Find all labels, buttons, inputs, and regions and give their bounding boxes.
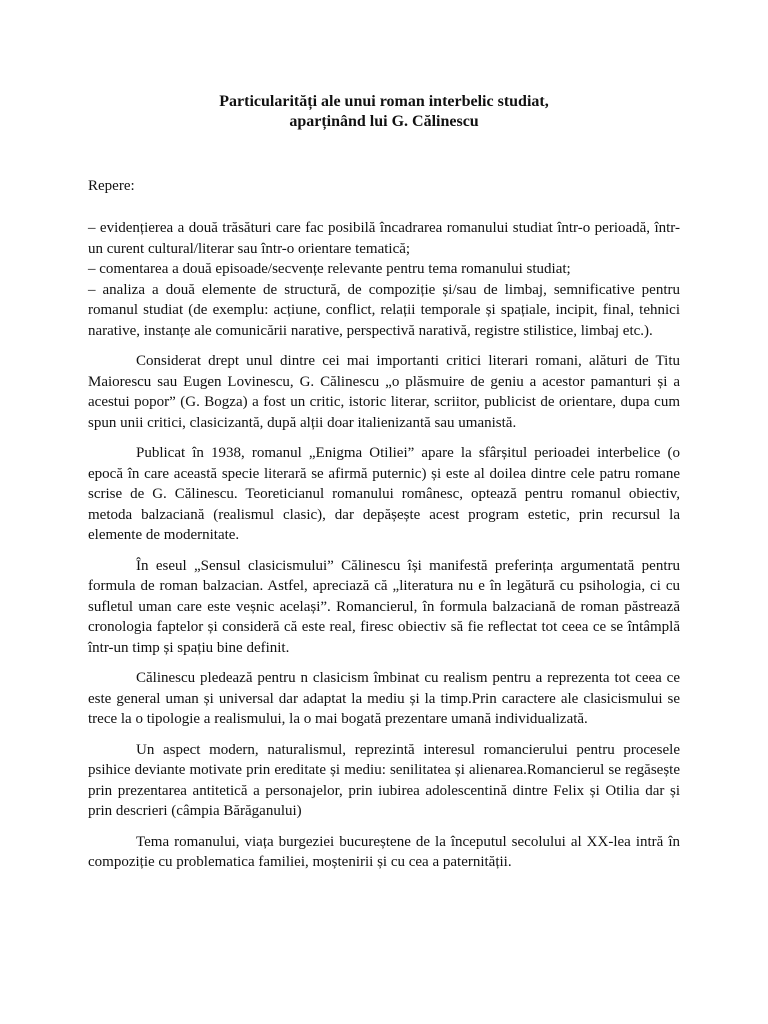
criterion-item: – evidențierea a două trăsături care fac posibilă încadrarea romanului studiat într-o perioadă, într-un curent cultural/literar sau într-o orientare tematică; <box>88 220 680 257</box>
criterion-item: – analiza a două elemente de structură, de compoziție și/sau de limbaj, semnificative pentru romanul studiat (de exemplu: acțiune, conflict, relații temporale și spațiale, incipit, final, tehnici narative, instanțe ale comunicării narative, perspectivă narativă, registre stilistice, limbaj etc.). <box>88 281 680 339</box>
repere-label: Repere: <box>88 178 135 194</box>
criteria-list <box>88 218 680 341</box>
body-paragraph: Considerat drept unul dintre cei mai importanti critici literari romani, alături de Titu Maiorescu sau Eugen Lovinescu, G. Călinescu „o plăsmuire de geniu a acestor pamanturi și a acestui popor” (G. Bogza) a fost un critic, istoric literar, scriitor, publicist de orientare, dupa cum spun unii critici, clasicizantă, după alții doar italienizantă sau umanistă. <box>88 353 680 431</box>
document-page <box>88 92 680 873</box>
criterion-item: – comentarea a două episoade/secvențe relevante pentru tema romanului studiat; <box>88 261 571 277</box>
body-paragraph: Călinescu pledează pentru n clasicism îmbinat cu realism pentru a reprezenta tot ceea ce este general uman și universal dar adaptat la mediu și la timp.Prin caractere ale clasicismului se trece la o tipologie a realismului, la o mai bogată prezentare umană individualizată. <box>88 670 680 727</box>
body-paragraph: Tema romanului, viața burgeziei bucureștene de la începutul secolului al XX-lea intră în compoziție cu problematica familiei, moștenirii și cu cea a paternității. <box>88 833 680 870</box>
title-line-1: Particularități ale unui roman interbelic studiat, <box>219 93 549 110</box>
body-paragraph: Un aspect modern, naturalismul, reprezintă interesul romancierului pentru procesele psihice deviante motivate prin ereditate și mediu: senilitatea și alienarea.Romancierul se regăsește prin prezentarea antitetică a personajelor, prin iubirea adolescentină dintre Felix și Otilia dar și prin descrieri (câmpia Bărăganului) <box>88 741 680 819</box>
document-title <box>88 92 680 132</box>
title-line-2: aparținând lui G. Călinescu <box>289 113 479 130</box>
body-paragraph: În eseul „Sensul clasicismului” Călinescu își manifestă preferința argumentată pentru formula de roman balzacian. Astfel, apreciază că „literatura nu e în legătură cu psihologia, ci cu sufletul uman care este veșnic același”. Romancierul, în formula balzaciană de roman păstrează cronologia faptelor și consideră că este real, firesc obiectiv să fie reflectat tot ceea ce se întâmplă într-un timp și spațiu bine definit. <box>88 557 680 656</box>
body-paragraph: Publicat în 1938, romanul „Enigma Otiliei” apare la sfârșitul perioadei interbelice (o epocă în care această specie literară se afirmă puternic) și este al doilea dintre cele patru romane scrise de G. Călinescu. Teoreticianul romanului românesc, optează pentru romanul obiectiv, metoda balzaciană (realismul clasic), dar depășește acest program estetic, prin recursul la elemente de modernitate. <box>88 445 680 543</box>
